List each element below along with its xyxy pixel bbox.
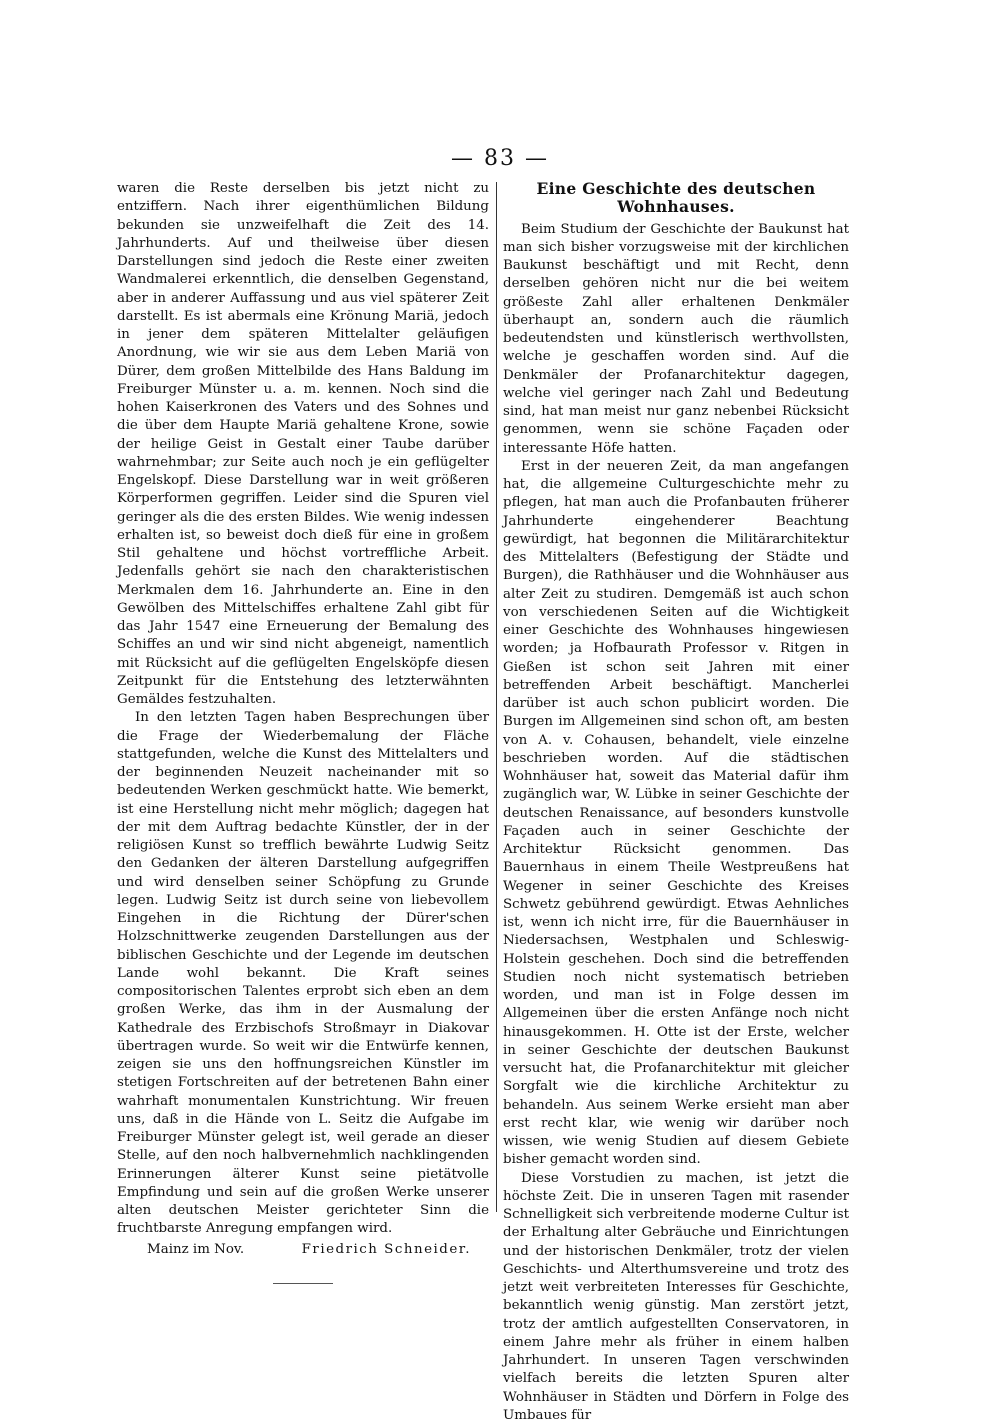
article-title: Eine Geschichte des deutschen Wohnhauses. xyxy=(503,180,849,217)
end-rule xyxy=(273,1283,333,1284)
right-paragraph-2: Erst in der neueren Zeit, da man angefangen hat, die allgemeine Culturgeschichte mehr zu pflegen, hat man auch die Profanbauten früherer Jahrhunderte eingehenderer Beachtung gewürdigt, hat begonnen die Militärarchitektur des Mittelalters (Befestigung der Städte und Burgen), die Rathhäuser und die Wohnhäuser aus alter Zeit zu studiren. Demgemäß ist auch schon von verschiedenen Seiten auf die Wichtigkeit einer Geschichte des Wohnhauses hingewiesen worden; ja Hofbaurath Professor v. Ritgen in Gießen ist schon seit Jahren mit einer betreffenden Arbeit beschäftigt. Mancherlei darüber ist auch schon publicirt worden. Die Burgen im Allgemeinen sind schon oft, am besten von A. v. Cohausen, behandelt, viele einzelne beschrieben worden. Auf die städtischen Wohnhäuser hat, soweit das Material dafür ihm zugänglich war, W. Lübke in seiner Geschichte der deutschen Renaissance, auf besonders kunstvolle Façaden auch in seiner Geschichte der Architektur Rücksicht genommen. Das Bauernhaus in einem Theile Westpreußens hat Wegener in seiner Geschichte des Kreises Schwetz gebührend gewürdigt. Etwas Aehnliches ist, wenn ich nicht irre, für die Bauernhäuser in Niedersachsen, Westphalen und Schleswig-Holstein geschehen. Doch sind die betreffenden Studien noch nicht systematisch betrieben worden, und man ist in Folge dessen im Allgemeinen über die ersten Anfänge noch nicht hinausgekommen. H. Otte ist der Erste, welcher in seiner Geschichte der deutschen Baukunst versucht hat, die Profanarchitektur mit gleicher Sorgfalt wie die kirchliche Architektur zu behandeln. Aus seinem Werke ersieht man aber erst recht klar, wie wenig wir darüber noch wissen, wie wenig Studien auf diesem Gebiete bisher gemacht worden sind. xyxy=(503,458,849,1170)
right-column xyxy=(503,180,849,1425)
page-number: — 83 — xyxy=(0,146,1000,171)
signature-name: Friedrich Schneider. xyxy=(302,1241,471,1259)
right-paragraph-1: Beim Studium der Geschichte der Baukunst hat man sich bisher vorzugsweise mit der kirchlichen Baukunst beschäftigt und mit Recht, denn derselben gehören nicht nur die bei weitem größeste Zahl aller erhaltenen Denkmäler überhaupt an, sondern auch die räumlich bedeutendsten und künstlerisch werthvollsten, welche je geschaffen worden sind. Auf die Denkmäler der Profanarchitektur dagegen, welche viel geringer nach Zahl und Bedeutung sind, hat man meist nur ganz nebenbei Rücksicht genommen, wenn sie schöne Façaden oder interessante Höfe hatten. xyxy=(503,221,849,458)
left-paragraph-2: In den letzten Tagen haben Besprechungen über die Frage der Wiederbemalung der Fläche stattgefunden, welche die Kunst des Mittelalters und der beginnenden Neuzeit nacheinander mit so bedeutenden Werken geschmückt hatte. Wie bemerkt, ist eine Herstellung nicht mehr möglich; dagegen hat der mit dem Auftrag bedachte Künstler, der in der religiösen Kunst so trefflich bewährte Ludwig Seitz den Gedanken der älteren Darstellung aufgegriffen und wird denselben seiner Schöpfung zu Grunde legen. Ludwig Seitz ist durch seine von liebevollem Eingehen in die Richtung der Dürer'schen Holzschnittwerke zeugenden Darstellungen aus der biblischen Geschichte und der Legende im deutschen Lande wohl bekannt. Die Kraft seines compositorischen Talentes erprobt sich eben an dem großen Werke, das ihm in der Ausmalung der Kathedrale des Erzbischofs Stroßmayr in Diakovar übertragen wurde. So weit wir die Entwürfe kennen, zeigen sie uns den hoffnungsreichen Künstler im stetigen Fortschreiten auf der betretenen Bahn einer wahrhaft monumentalen Kunstrichtung. Wir freuen uns, daß in die Hände von L. Seitz die Aufgabe im Freiburger Münster gelegt ist, weil gerade an dieser Stelle, auf den noch halbvernehmlich nachklingenden Erinnerungen älterer Kunst seine pietätvolle Empfindung und sein auf die großen Werke unserer alten deutschen Meister gerichteter Sinn die fruchtbarste Anregung empfangen wird. xyxy=(117,709,489,1238)
column-divider xyxy=(496,182,497,1212)
right-paragraph-3: Diese Vorstudien zu machen, ist jetzt die höchste Zeit. Die in unseren Tagen mit rasender Schnelligkeit sich verbreitende moderne Cultur ist der Erhaltung alter Gebräuche und Einrichtungen und der historischen Denkmäler, trotz der vielen Geschichts- und Alterthumsvereine und trotz des jetzt weit verbreiteten Interesses für Geschichte, bekanntlich wenig günstig. Man zerstört jetzt, trotz der amtlich aufgestellten Conservatoren, in einem Jahre mehr als früher in einem halben Jahrhundert. In unseren Tagen verschwinden vielfach bereits die letzten Spuren alter Wohnhäuser in Städten und Dörfern in Folge des Umbaues für xyxy=(503,1170,849,1425)
left-paragraph-1: waren die Reste derselben bis jetzt nicht zu entziffern. Nach ihrer eigenthümlichen Bildung bekunden sie unzweifelhaft die Zeit des 14. Jahrhunderts. Auf und theilweise über diesen Darstellungen sind jedoch die Reste einer zweiten Wandmalerei erkenntlich, die denselben Gegenstand, aber in anderer Auffassung und aus viel späterer Zeit darstellt. Es ist abermals eine Krönung Mariä, jedoch in jener dem späteren Mittelalter geläufigen Anordnung, wie wir sie aus dem Leben Mariä von Dürer, dem großen Mittelbilde des Hans Baldung im Freiburger Münster u. a. m. kennen. Noch sind die hohen Kaiserkronen des Vaters und des Sohnes und die über dem Haupte Mariä gehaltene Krone, sowie der heilige Geist in Gestalt einer Taube darüber wahrnehmbar; zur Seite auch noch je ein geflügelter Engelskopf. Diese Darstellung war in weit größeren Körperformen gegriffen. Leider sind die Spuren viel geringer als die des ersten Bildes. Wie wenig indessen erhalten ist, so beweist doch dieß für eine in großem Stil gehaltene und höchst vortreffliche Arbeit. Jedenfalls gehört sie nach den charakteristischen Merkmalen dem 16. Jahrhunderte an. Eine in den Gewölben des Mittelschiffes erhaltene Zahl gibt für das Jahr 1547 eine Erneuerung der Bemalung des Schiffes an und wir sind nicht abgeneigt, namentlich mit Rücksicht auf die geflügelten Engelsköpfe diesen Zeitpunkt für die Entstehung des letzterwähnten Gemäldes festzuhalten. xyxy=(117,180,489,709)
signature xyxy=(117,1241,489,1259)
left-column xyxy=(117,180,489,1284)
signature-place: Mainz im Nov. xyxy=(147,1241,244,1259)
